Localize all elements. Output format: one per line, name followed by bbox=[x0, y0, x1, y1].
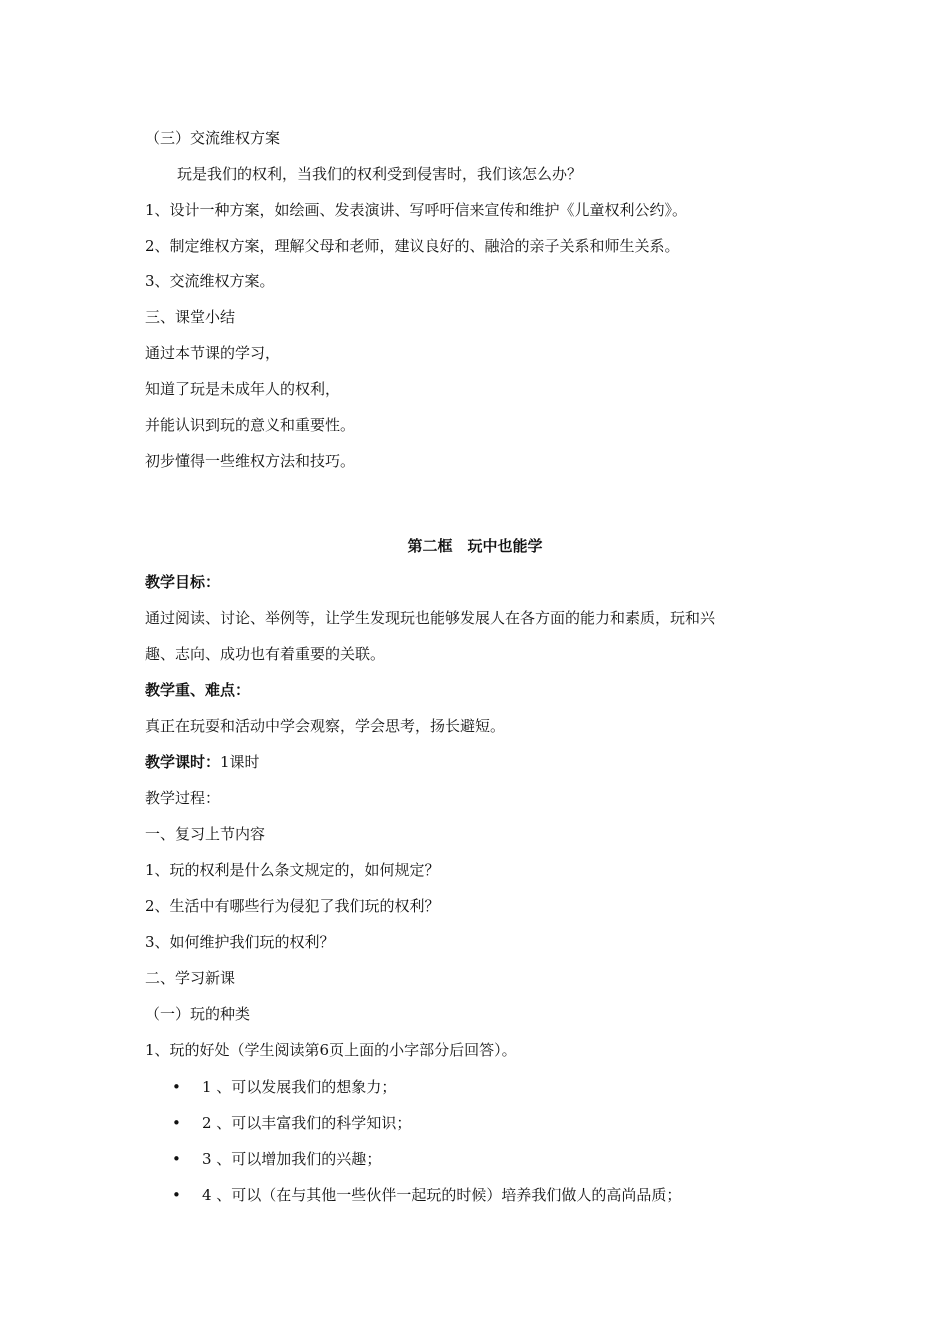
list-item: 3、交流维权方案。 bbox=[145, 272, 275, 290]
list-item: 2、制定维权方案，理解父母和老师，建议良好的、融洽的亲子关系和师生关系。 bbox=[145, 237, 680, 255]
review-item: 3、如何维护我们玩的权利？ bbox=[145, 933, 335, 951]
goals-text: 趣、志向、成功也有着重要的关联。 bbox=[145, 645, 386, 663]
review-heading: 一、复习上节内容 bbox=[145, 825, 266, 843]
section-intro: 玩是我们的权利，当我们的权利受到侵害时，我们该怎么办？ bbox=[177, 165, 583, 183]
bullet-icon: • bbox=[172, 1186, 181, 1204]
bullet-icon: • bbox=[172, 1114, 181, 1132]
summary-heading: 三、课堂小结 bbox=[145, 308, 236, 326]
keypoints-text: 真正在玩耍和活动中学会观察，学会思考，扬长避短。 bbox=[145, 717, 506, 735]
goals-text: 通过阅读、讨论、举例等，让学生发现玩也能够发展人在各方面的能力和素质，玩和兴 bbox=[145, 609, 716, 627]
bullet-item: • 3 、可以增加我们的兴趣； bbox=[172, 1150, 382, 1168]
summary-line: 并能认识到玩的意义和重要性。 bbox=[145, 416, 356, 434]
bullet-icon: • bbox=[172, 1150, 181, 1168]
bullet-item: • 2 、可以丰富我们的科学知识； bbox=[172, 1114, 412, 1132]
review-item: 2、生活中有哪些行为侵犯了我们玩的权利？ bbox=[145, 897, 440, 915]
hours-label: 教学课时： bbox=[145, 753, 221, 771]
bullet-item: • 4 、可以（在与其他一些伙伴一起玩的时候）培养我们做人的高尚品质； bbox=[172, 1186, 682, 1204]
new-lesson-heading: 二、学习新课 bbox=[145, 969, 236, 987]
summary-line: 知道了玩是未成年人的权利， bbox=[145, 380, 341, 398]
keypoints-label: 教学重、难点： bbox=[145, 681, 251, 699]
list-item: 1、设计一种方案，如绘画、发表演讲、写呼吁信来宣传和维护《儿童权利公约》。 bbox=[145, 201, 688, 219]
section-heading-exchange: （三）交流维权方案 bbox=[145, 129, 281, 147]
review-item: 1、玩的权利是什么条文规定的，如何规定？ bbox=[145, 861, 440, 879]
bullet-icon: • bbox=[172, 1078, 181, 1096]
process-label: 教学过程： bbox=[145, 789, 221, 807]
bullet-item: • 1 、可以发展我们的想象力； bbox=[172, 1078, 397, 1096]
summary-line: 通过本节课的学习， bbox=[145, 344, 281, 362]
hours-row bbox=[145, 752, 260, 772]
benefit-heading: 1、玩的好处（学生阅读第6页上面的小字部分后回答）。 bbox=[145, 1041, 517, 1059]
lesson-title: 第二框 玩中也能学 bbox=[407, 537, 543, 555]
sub-heading: （一）玩的种类 bbox=[145, 1005, 251, 1023]
summary-line: 初步懂得一些维权方法和技巧。 bbox=[145, 452, 356, 470]
hours-value: 1课时 bbox=[220, 753, 260, 771]
goals-label: 教学目标： bbox=[145, 573, 221, 591]
